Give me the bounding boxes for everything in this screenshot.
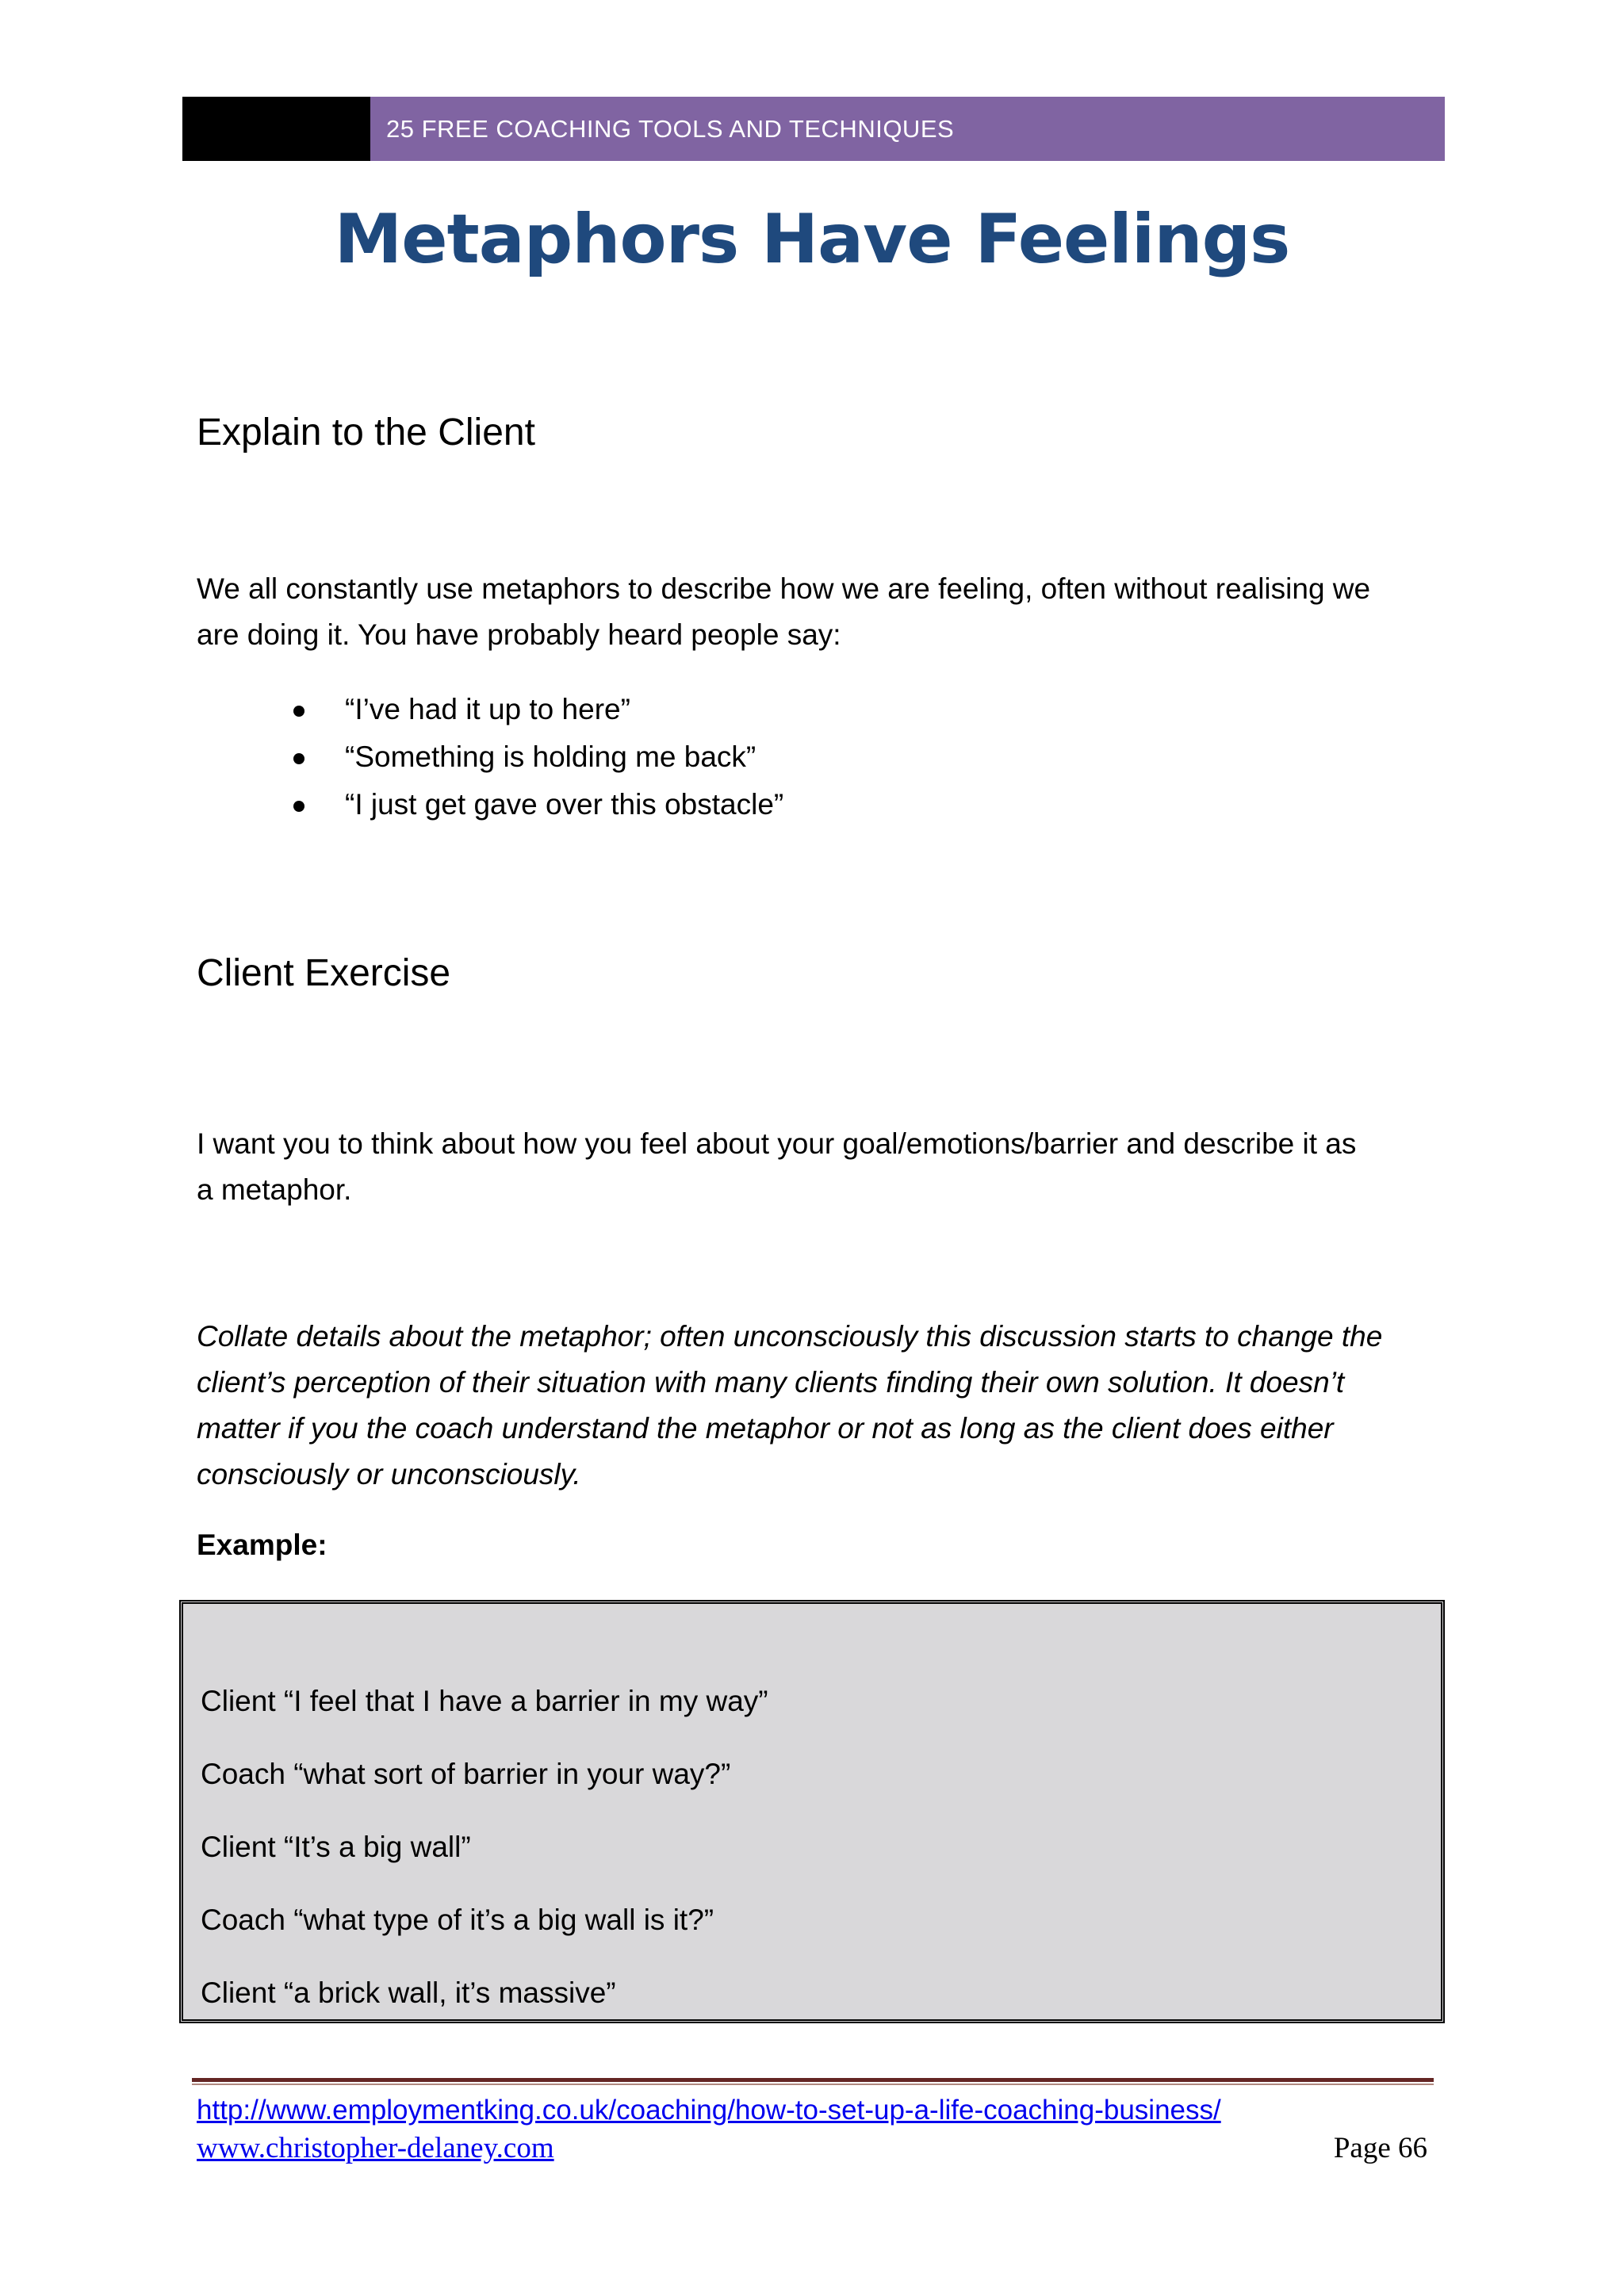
section-heading-explain: Explain to the Client — [197, 411, 535, 453]
footer-divider-thin — [192, 2084, 1434, 2085]
example-label: Example: — [197, 1529, 327, 1561]
exercise-paragraph-line-1: I want you to think about how you feel about your goal/emotions/barrier and describe it as — [197, 1127, 1357, 1160]
dialogue-line: Client “I feel that I have a barrier in my way” — [201, 1685, 768, 1717]
bullet-icon — [293, 706, 304, 717]
list-item-text: “I just get gave over this obstacle” — [345, 788, 784, 821]
page-title: Metaphors Have Feelings — [334, 200, 1290, 279]
page-number: Page 66 — [1333, 2132, 1427, 2164]
list-item — [293, 781, 783, 828]
collate-line-1: Collate details about the metaphor; often unconsciously this discussion starts to change the — [197, 1320, 1383, 1353]
header-black-block — [182, 97, 370, 161]
collate-line-2: client’s perception of their situation with many clients finding their own solution. It doesn’t — [197, 1366, 1345, 1399]
footer-link-employmentking[interactable]: http://www.employmentking.co.uk/coaching/how-to-set-up-a-life-coaching-business/ — [197, 2095, 1221, 2126]
list-item — [293, 686, 783, 733]
header-band-text: 25 FREE COACHING TOOLS AND TECHNIQUES — [386, 114, 955, 143]
explain-paragraph-line-2: are doing it. You have probably heard people say: — [197, 618, 841, 651]
footer-divider — [192, 2078, 1434, 2082]
dialogue-line: Coach “what type of it’s a big wall is it?” — [201, 1904, 714, 1936]
bullet-icon — [293, 753, 304, 764]
dialogue-line: Client “a brick wall, it’s massive” — [201, 1976, 616, 2009]
bullet-icon — [293, 801, 304, 812]
list-item — [293, 733, 783, 781]
section-heading-exercise: Client Exercise — [197, 952, 451, 994]
dialogue-line: Client “It’s a big wall” — [201, 1831, 471, 1863]
dialogue-line: Coach “what sort of barrier in your way?” — [201, 1758, 731, 1790]
explain-paragraph-line-1: We all constantly use metaphors to describe how we are feeling, often without realising we — [197, 572, 1371, 605]
exercise-paragraph-line-2: a metaphor. — [197, 1173, 352, 1206]
header-band — [182, 97, 1445, 161]
list-item-text: “I’ve had it up to here” — [345, 693, 630, 725]
list-item-text: “Something is holding me back” — [345, 740, 756, 773]
example-dialogue-box — [179, 1600, 1445, 2023]
collate-line-3: matter if you the coach understand the metaphor or not as long as the client does either — [197, 1412, 1334, 1445]
collate-line-4: consciously or unconsciously. — [197, 1458, 581, 1490]
metaphor-examples-list — [293, 686, 783, 828]
header-purple-bar — [370, 97, 1445, 161]
footer-link-christopher-delaney[interactable]: www.christopher-delaney.com — [197, 2132, 554, 2164]
